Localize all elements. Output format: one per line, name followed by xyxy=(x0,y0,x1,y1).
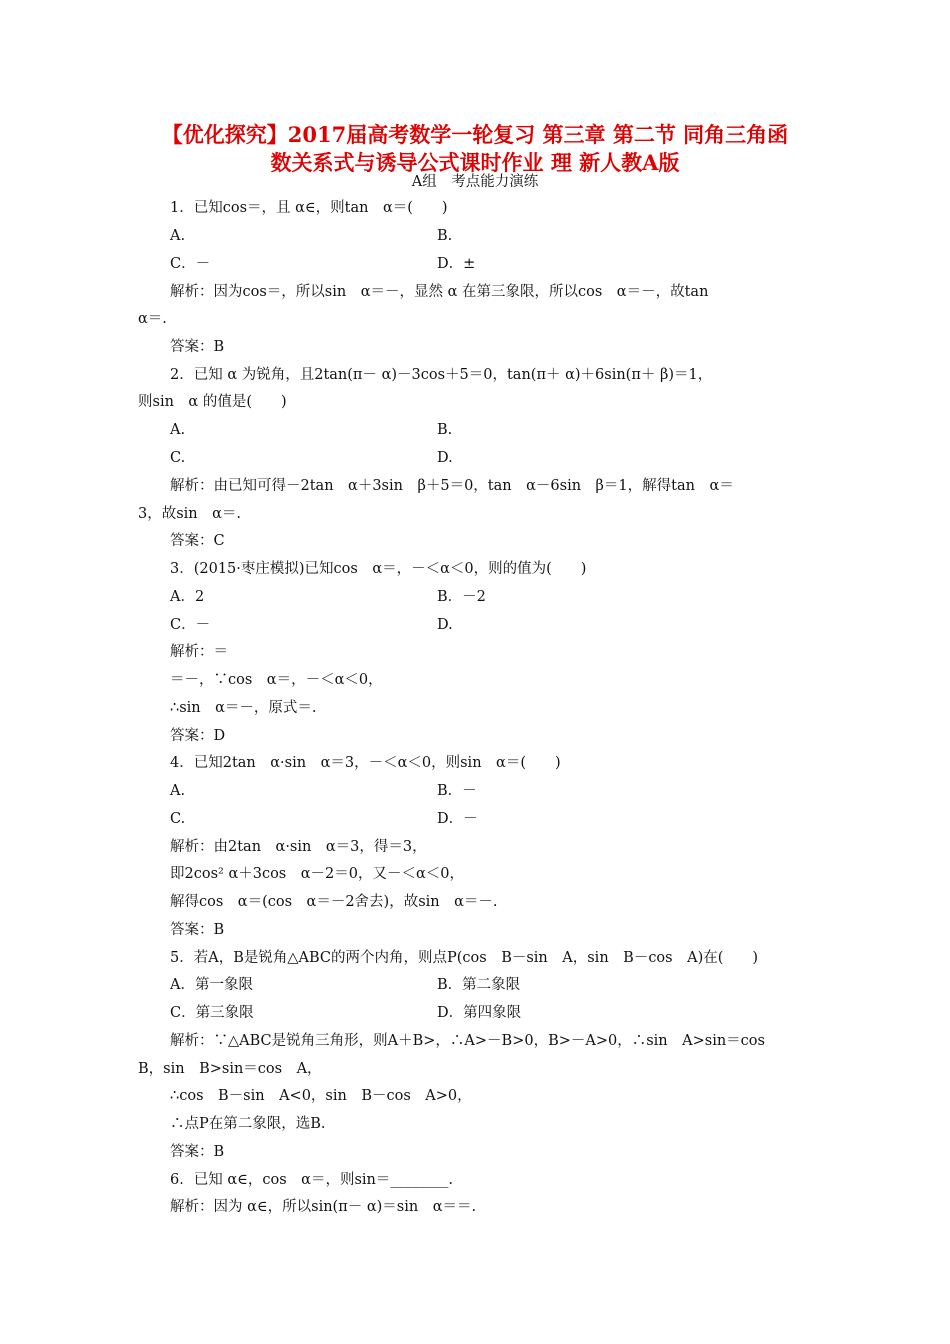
q5-solution-line-4: ∴点P在第二象限，选B. xyxy=(170,1116,326,1132)
group-heading: A组 考点能力演练 xyxy=(411,174,539,190)
q5-option-a: A．第一象限 xyxy=(170,977,253,993)
q3-answer: 答案：D xyxy=(170,728,226,744)
q5-option-b: B．第二象限 xyxy=(437,977,521,993)
q1-option-b: B. xyxy=(437,228,453,244)
q1-answer: 答案：B xyxy=(170,339,225,355)
title-line-1: 【优化探究】2017届高考数学一轮复习 第三章 第二节 同角三角函 xyxy=(161,122,789,147)
q1-option-c: C．－ xyxy=(170,256,211,272)
q1-solution-line-1: 解析：因为cos＝，所以sin α＝－，显然 α 在第三象限，所以cos α＝－，故tan xyxy=(170,284,709,300)
q1-option-d: D．± xyxy=(437,256,476,272)
q3-option-a: A．2 xyxy=(170,589,205,605)
q3-stem: 3．(2015·枣庄模拟)已知cos α＝，－＜α＜0，则的值为( ) xyxy=(170,561,587,577)
q5-solution-line-3: ∴cos B－sin A<0，sin B－cos A>0， xyxy=(170,1088,472,1104)
q4-option-c: C. xyxy=(170,811,186,827)
q5-stem: 5．若A，B是锐角△ABC的两个内角，则点P(cos B－sin A，sin B－cos A)在( ) xyxy=(170,950,759,966)
q2-option-a: A. xyxy=(170,422,186,438)
q4-option-a: A. xyxy=(170,783,186,799)
q5-option-d: D．第四象限 xyxy=(437,1005,522,1021)
q4-option-b: B．－ xyxy=(437,783,477,799)
q4-solution-line-2: 即2cos² α＋3cos α－2＝0，又－＜α＜0， xyxy=(170,866,465,882)
q3-option-d: D. xyxy=(437,617,453,633)
q3-solution-line-3: ∴sin α＝－，原式＝. xyxy=(170,700,317,716)
q4-answer: 答案：B xyxy=(170,922,225,938)
q3-solution-line-1: 解析：＝ xyxy=(170,644,228,660)
q3-option-b: B．－2 xyxy=(437,589,486,605)
q5-option-c: C．第三象限 xyxy=(170,1005,254,1021)
q4-solution-line-1: 解析：由2tan α·sin α＝3，得＝3， xyxy=(170,839,427,855)
title-line-2: 数关系式与诱导公式课时作业 理 新人教A版 xyxy=(270,150,680,175)
q3-option-c: C．－ xyxy=(170,617,211,633)
q5-answer: 答案：B xyxy=(170,1144,225,1160)
q1-stem: 1．已知cos＝，且 α∈，则tan α＝( ) xyxy=(170,200,448,216)
q1-option-a: A. xyxy=(170,228,186,244)
q5-solution-line-1: 解析：∵△ABC是锐角三角形，则A＋B>，∴A>－B>0，B>－A>0，∴sin A>sin＝cos xyxy=(170,1033,765,1049)
q3-solution-line-2: ＝－，∵cos α＝，－＜α＜0， xyxy=(170,672,383,688)
q4-solution-line-3: 解得cos α＝(cos α＝－2舍去)，故sin α＝－. xyxy=(170,894,498,910)
q4-stem: 4．已知2tan α·sin α＝3，－＜α＜0，则sin α＝( ) xyxy=(170,755,561,771)
q6-solution-line-1: 解析：因为 α∈，所以sin(π－ α)＝sin α＝＝. xyxy=(170,1199,477,1215)
q6-stem: 6．已知 α∈，cos α＝，则sin＝________. xyxy=(170,1172,453,1188)
q2-option-b: B. xyxy=(437,422,453,438)
q2-stem-line-1: 2．已知 α 为锐角，且2tan(π－ α)－3cos＋5＝0，tan(π＋ α)＋6sin(π＋ β)＝1， xyxy=(170,367,713,383)
q2-solution-line-1: 解析：由已知可得－2tan α＋3sin β＋5＝0，tan α－6sin β＝1，解得tan α＝ xyxy=(170,478,734,494)
q2-stem-line-2: 则sin α 的值是( ) xyxy=(138,394,287,410)
document-title xyxy=(120,121,830,177)
q2-solution-line-2: 3，故sin α＝. xyxy=(138,506,242,522)
q2-option-d: D. xyxy=(437,450,453,466)
q2-answer: 答案：C xyxy=(170,533,225,549)
q2-option-c: C. xyxy=(170,450,186,466)
q1-solution-line-2: α＝. xyxy=(138,311,167,327)
q5-solution-line-2: B，sin B>sin＝cos A， xyxy=(138,1061,322,1077)
q4-option-d: D．－ xyxy=(437,811,478,827)
